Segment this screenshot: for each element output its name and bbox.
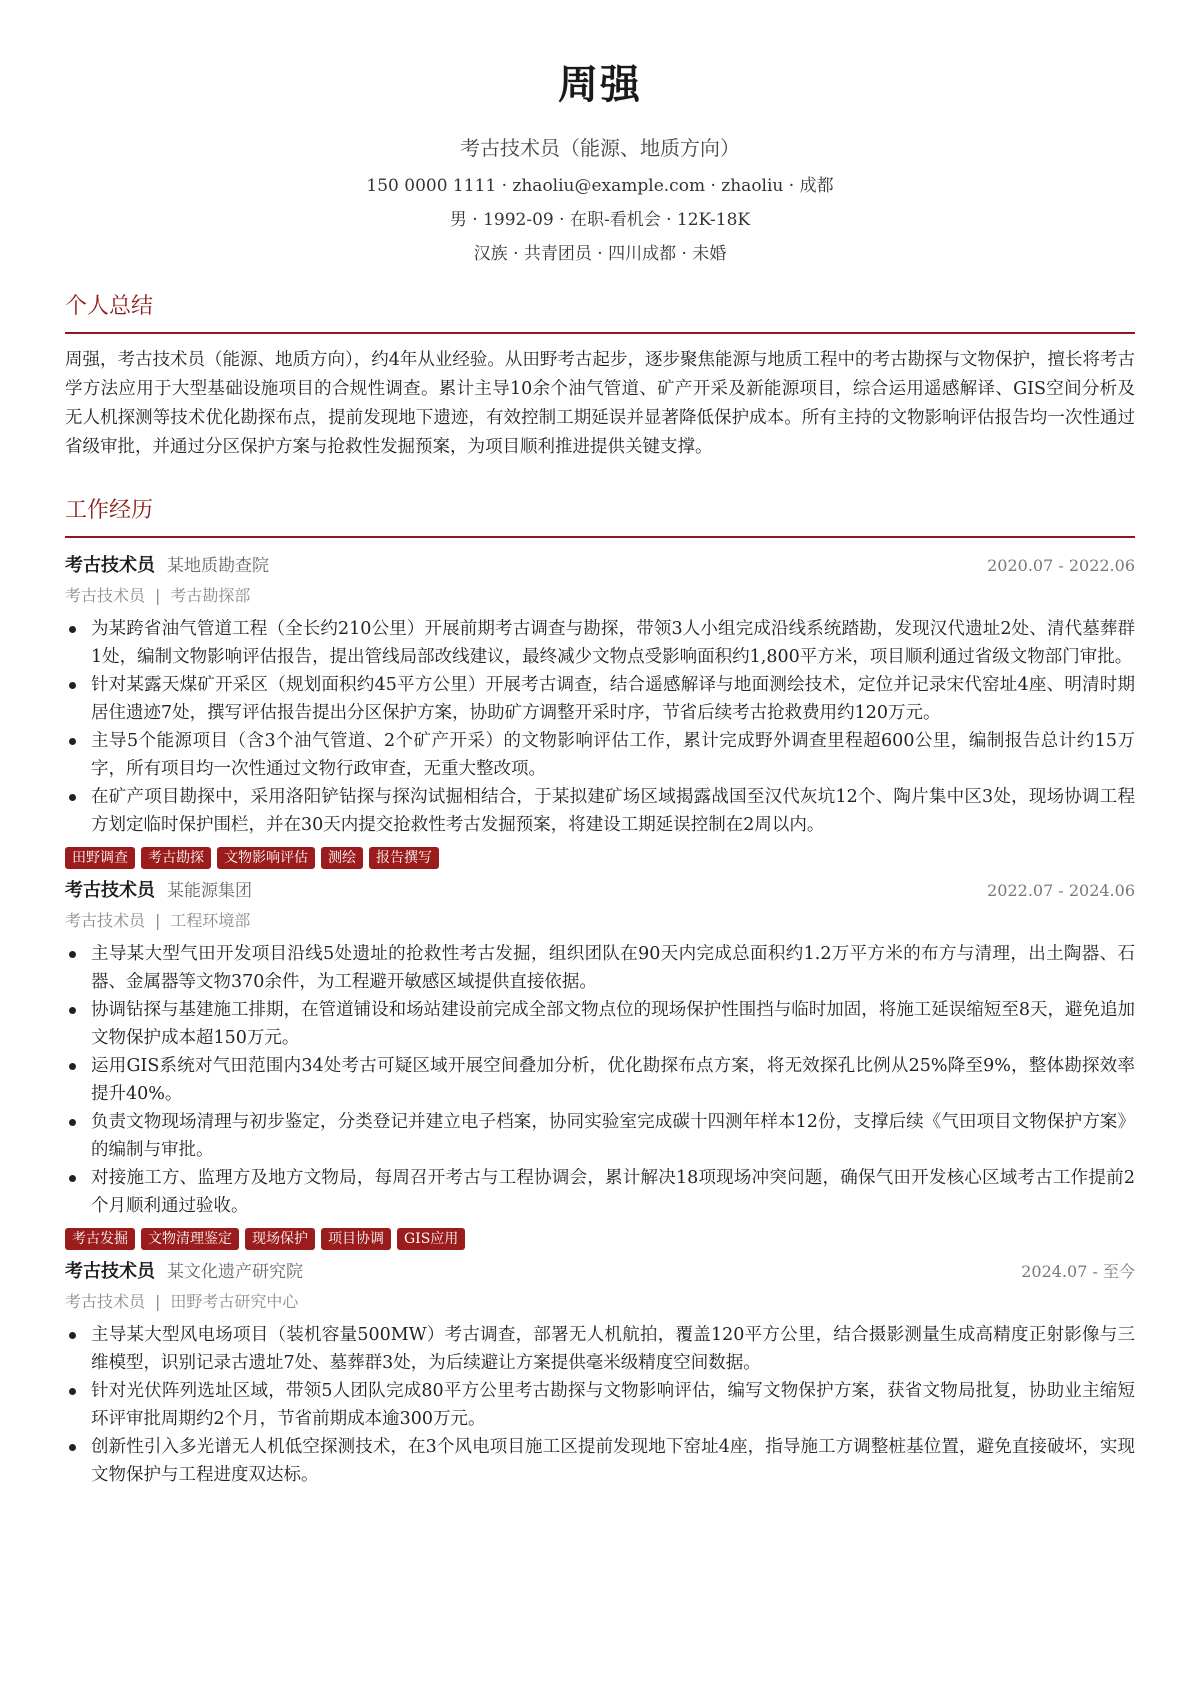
contact-line: 150 0000 1111 · zhaoliu@example.com · zhaoliu · 成都 [366,176,834,196]
work-section [65,496,1135,1489]
job-bullet: 为某跨省油气管道工程（全长约210公里）开展前期考古调查与勘探，带领3人小组完成沿线系统踏勘，发现汉代遗址2处、清代墓葬群1处，编制文物影响评估报告，提出管线局部改线建议，最终减少文物点受影响面积约1,800平方米，项目顺利通过省级文物部门审批。 [65,615,1135,671]
skill-tag: 考古发掘 [65,1228,135,1250]
skill-tags [65,847,1135,869]
job-entry [65,552,1135,869]
job-department: 考古勘探部 [170,586,251,605]
skill-tag: 田野调查 [65,847,135,869]
job-header [65,552,1135,580]
section-heading: 工作经历 [65,496,1135,538]
job-bullet: 对接施工方、监理方及地方文物局，每周召开考古与工程协调会，累计解决18项现场冲突问题，确保气田开发核心区域考古工作提前2个月顺利通过验收。 [65,1164,1135,1220]
skill-tags [65,1228,1135,1250]
summary-section [65,292,1135,462]
summary-text: 周强，考古技术员（能源、地质方向），约4年从业经验。从田野考古起步，逐步聚焦能源与地质工程中的考古勘探与文物保护，擅长将考古学方法应用于大型基础设施项目的合规性调查。累计主导10余个油气管道、矿产开采及新能源项目，综合运用遥感解译、GIS空间分析及无人机探测等技术优化勘探布点，提前发现地下遗迹，有效控制工期延误并显著降低保护成本。所有主持的文物影响评估报告均一次性通过省级审批，并通过分区保护方案与抢救性发掘预案，为项目顺利推进提供关键支撑。 [65,350,1135,457]
job-separator: | [155,1292,161,1311]
job-header [65,877,1135,905]
job-role: 考古技术员 [65,586,146,605]
job-date: 2022.07 - 2024.06 [987,881,1135,900]
job-bullet: 针对光伏阵列选址区域，带领5人团队完成80平方公里考古勘探与文物影响评估，编写文物保护方案，获省文物局批复，协助业主缩短环评审批周期约2个月，节省前期成本逾300万元。 [65,1377,1135,1433]
job-bullet: 运用GIS系统对气田范围内34处考古可疑区域开展空间叠加分析，优化勘探布点方案，将无效探孔比例从25%降至9%，整体勘探效率提升40%。 [65,1052,1135,1108]
job-separator: | [155,911,161,930]
job-date: 2024.07 - 至今 [1021,1262,1135,1281]
job-bullet: 针对某露天煤矿开采区（规划面积约45平方公里）开展考古调查，结合遥感解译与地面测绘技术，定位并记录宋代窑址4座、明清时期居住遗迹7处，撰写评估报告提出分区保护方案，协助矿方调整开采时序，节省后续考古抢救费用约120万元。 [65,671,1135,727]
skill-tag: GIS应用 [397,1228,465,1250]
section-heading: 个人总结 [65,292,1135,334]
job-company: 某文化遗产研究院 [167,1262,303,1282]
job-bullets [65,940,1135,1220]
job-entry [65,1258,1135,1489]
job-list [65,552,1135,1489]
job-target: 考古技术员（能源、地质方向） [460,136,740,160]
job-title: 考古技术员 [65,1261,155,1282]
job-bullets [65,615,1135,839]
job-date: 2020.07 - 2022.06 [987,556,1135,575]
skill-tag: 现场保护 [245,1228,315,1250]
skill-tag: 报告撰写 [369,847,439,869]
job-bullets [65,1321,1135,1489]
basic-info-line: 男 · 1992-09 · 在职-看机会 · 12K-18K [449,210,751,230]
job-role: 考古技术员 [65,911,146,930]
job-bullet: 主导某大型气田开发项目沿线5处遗址的抢救性考古发掘，组织团队在90天内完成总面积约1.2万平方米的布方与清理，出土陶器、石器、金属器等文物370余件，为工程避开敏感区域提供直接依据。 [65,940,1135,996]
job-subline [65,583,1135,609]
skill-tag: 项目协调 [321,1228,391,1250]
skill-tag: 测绘 [321,847,363,869]
job-title: 考古技术员 [65,880,155,901]
job-department: 田野考古研究中心 [170,1292,299,1311]
job-bullet: 主导某大型风电场项目（装机容量500MW）考古调查，部署无人机航拍，覆盖120平方公里，结合摄影测量生成高精度正射影像与三维模型，识别记录古遗址7处、墓葬群3处，为后续避让方案提供毫米级精度空间数据。 [65,1321,1135,1377]
job-separator: | [155,586,161,605]
job-bullet: 负责文物现场清理与初步鉴定，分类登记并建立电子档案，协同实验室完成碳十四测年样本12份，支撑后续《气田项目文物保护方案》的编制与审批。 [65,1108,1135,1164]
job-department: 工程环境部 [170,911,251,930]
job-entry [65,877,1135,1250]
job-bullet: 协调钻探与基建施工排期，在管道铺设和场站建设前完成全部文物点位的现场保护性围挡与临时加固，将施工延误缩短至8天，避免追加文物保护成本超150万元。 [65,996,1135,1052]
job-header [65,1258,1135,1286]
job-title: 考古技术员 [65,555,155,576]
job-company: 某地质勘查院 [167,556,269,576]
resume-header [65,0,1135,266]
job-bullet: 在矿产项目勘探中，采用洛阳铲钻探与探沟试掘相结合，于某拟建矿场区域揭露战国至汉代灰坑12个、陶片集中区3处，现场协调工程方划定临时保护围栏，并在30天内提交抢救性考古发掘预案，将建设工期延误控制在2周以内。 [65,783,1135,839]
job-subline [65,908,1135,934]
candidate-name: 周强 [558,61,642,108]
job-bullet: 主导5个能源项目（含3个油气管道、2个矿产开采）的文物影响评估工作，累计完成野外调查里程超600公里，编制报告总计约15万字，所有项目均一次性通过文物行政审查，无重大整改项。 [65,727,1135,783]
job-role: 考古技术员 [65,1292,146,1311]
skill-tag: 文物清理鉴定 [141,1228,239,1250]
job-company: 某能源集团 [167,881,252,901]
skill-tag: 文物影响评估 [217,847,315,869]
extra-info-line: 汉族 · 共青团员 · 四川成都 · 未婚 [473,244,727,264]
job-bullet: 创新性引入多光谱无人机低空探测技术，在3个风电项目施工区提前发现地下窑址4座，指导施工方调整桩基位置，避免直接破坏，实现文物保护与工程进度双达标。 [65,1433,1135,1489]
job-subline [65,1289,1135,1315]
skill-tag: 考古勘探 [141,847,211,869]
